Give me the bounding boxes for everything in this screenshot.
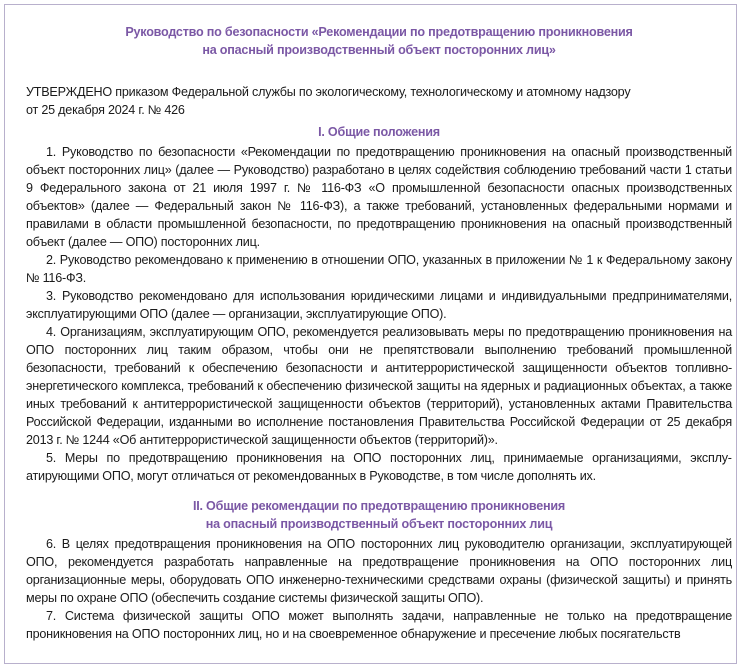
paragraph-2: 2. Руководство рекомендовано к применению в отношении ОПО, указанных в приложении № 1 к Федеральному закону № 116-ФЗ. — [26, 253, 732, 285]
title-line-2: на опасный производственный объект посторонних лиц» — [202, 43, 556, 57]
approval-line-1: УТВЕРЖДЕНО приказом Федеральной службы по экологическому, технологическому и атомному надзору — [26, 85, 631, 99]
paragraph-4: 4. Организациям, эксплуатирующим ОПО, рекомендуется реализовывать меры по предотвращению проникновения на ОПО посторонних лиц таким образом, чтобы они не препятствовали выполнению требований промышленной безопасности, требований к обеспечению безопасности и антитеррористической защищенности объектов топливно-энергетического комплекса, требований к обеспечению физической защиты на ядерных и радиационных объектах, а также иных требований к антитеррористической защищенности объектов (территорий), установленных актами Правительства Российской Федерации, изданными во исполнение постановления Правительства Российской Федерации от 25 декабря 2013 г. № 1244 «Об антитеррористической защищенности объектов (территорий)». — [26, 325, 732, 447]
paragraph-1: 1. Руководство по безопасности «Рекомендации по предотвращению проникновения на опасный производственный объект посторонних лиц» (далее — Руководство) разработано в целях содействия соблюдению требований части 1 статьи 9 Федерального закона от 21 июля 1997 г. № 116-ФЗ «О промышленной безопасности опасных производственных объектов» (далее — Федеральный закон № 116-ФЗ), а также требований, установленных федеральными нормами и правилами в области промышленной безопасности, по предотвращению проникновения на опасный производственный объект (далее — ОПО) посторонних лиц. — [26, 145, 732, 249]
section-heading-line-2: на опасный производственный объект посторонних лиц — [205, 517, 553, 531]
title-line-1: Руководство по безопасности «Рекомендации по предотвращению проникновения — [125, 25, 633, 39]
section-general-recommendations — [26, 497, 732, 643]
section-heading-line-1: II. Общие рекомендации по предотвращению проникновения — [192, 499, 566, 513]
paragraph-3: 3. Руководство рекомендовано для использования юридическими лицами и индивидуальными предпринимателями, эксплуатирующими ОПО (далее — организации, эксплуатирующие ОПО). — [26, 289, 732, 321]
paragraph-7: 7. Система физической защиты ОПО может выполнять задачи, направленные не только на предотвращение проникновения на ОПО посторонних лиц, но и на своевременное обнаружение и пресечение любых посягательств — [26, 609, 732, 641]
paragraph-6: 6. В целях предотвращения проникновения на ОПО посторонних лиц руководителю организации, эксплуатирующей ОПО, рекомендуется разработать направленные на предотвращение проникновения на ОПО посторонних лиц организационные меры, оборудовать ОПО инженерно-техническими средствами охраны (физической защиты) и принять меры по охране ОПО (обеспечить создание системы физической защиты ОПО). — [26, 537, 732, 605]
approval-statement — [26, 83, 732, 119]
section-heading — [26, 497, 732, 533]
document-page — [4, 4, 737, 664]
section-general-provisions — [26, 123, 732, 485]
approval-line-2: от 25 декабря 2024 г. № 426 — [26, 103, 185, 117]
paragraph-5: 5. Меры по предотвращению проникновения на ОПО посторонних лиц, принимаемые организациями, эксплуатирующими ОПО, могут отличаться от рекомендованных в Руководстве, в том числе дополнять их. — [26, 451, 732, 483]
section-heading: I. Общие положения — [318, 125, 440, 139]
document-title — [26, 23, 732, 59]
